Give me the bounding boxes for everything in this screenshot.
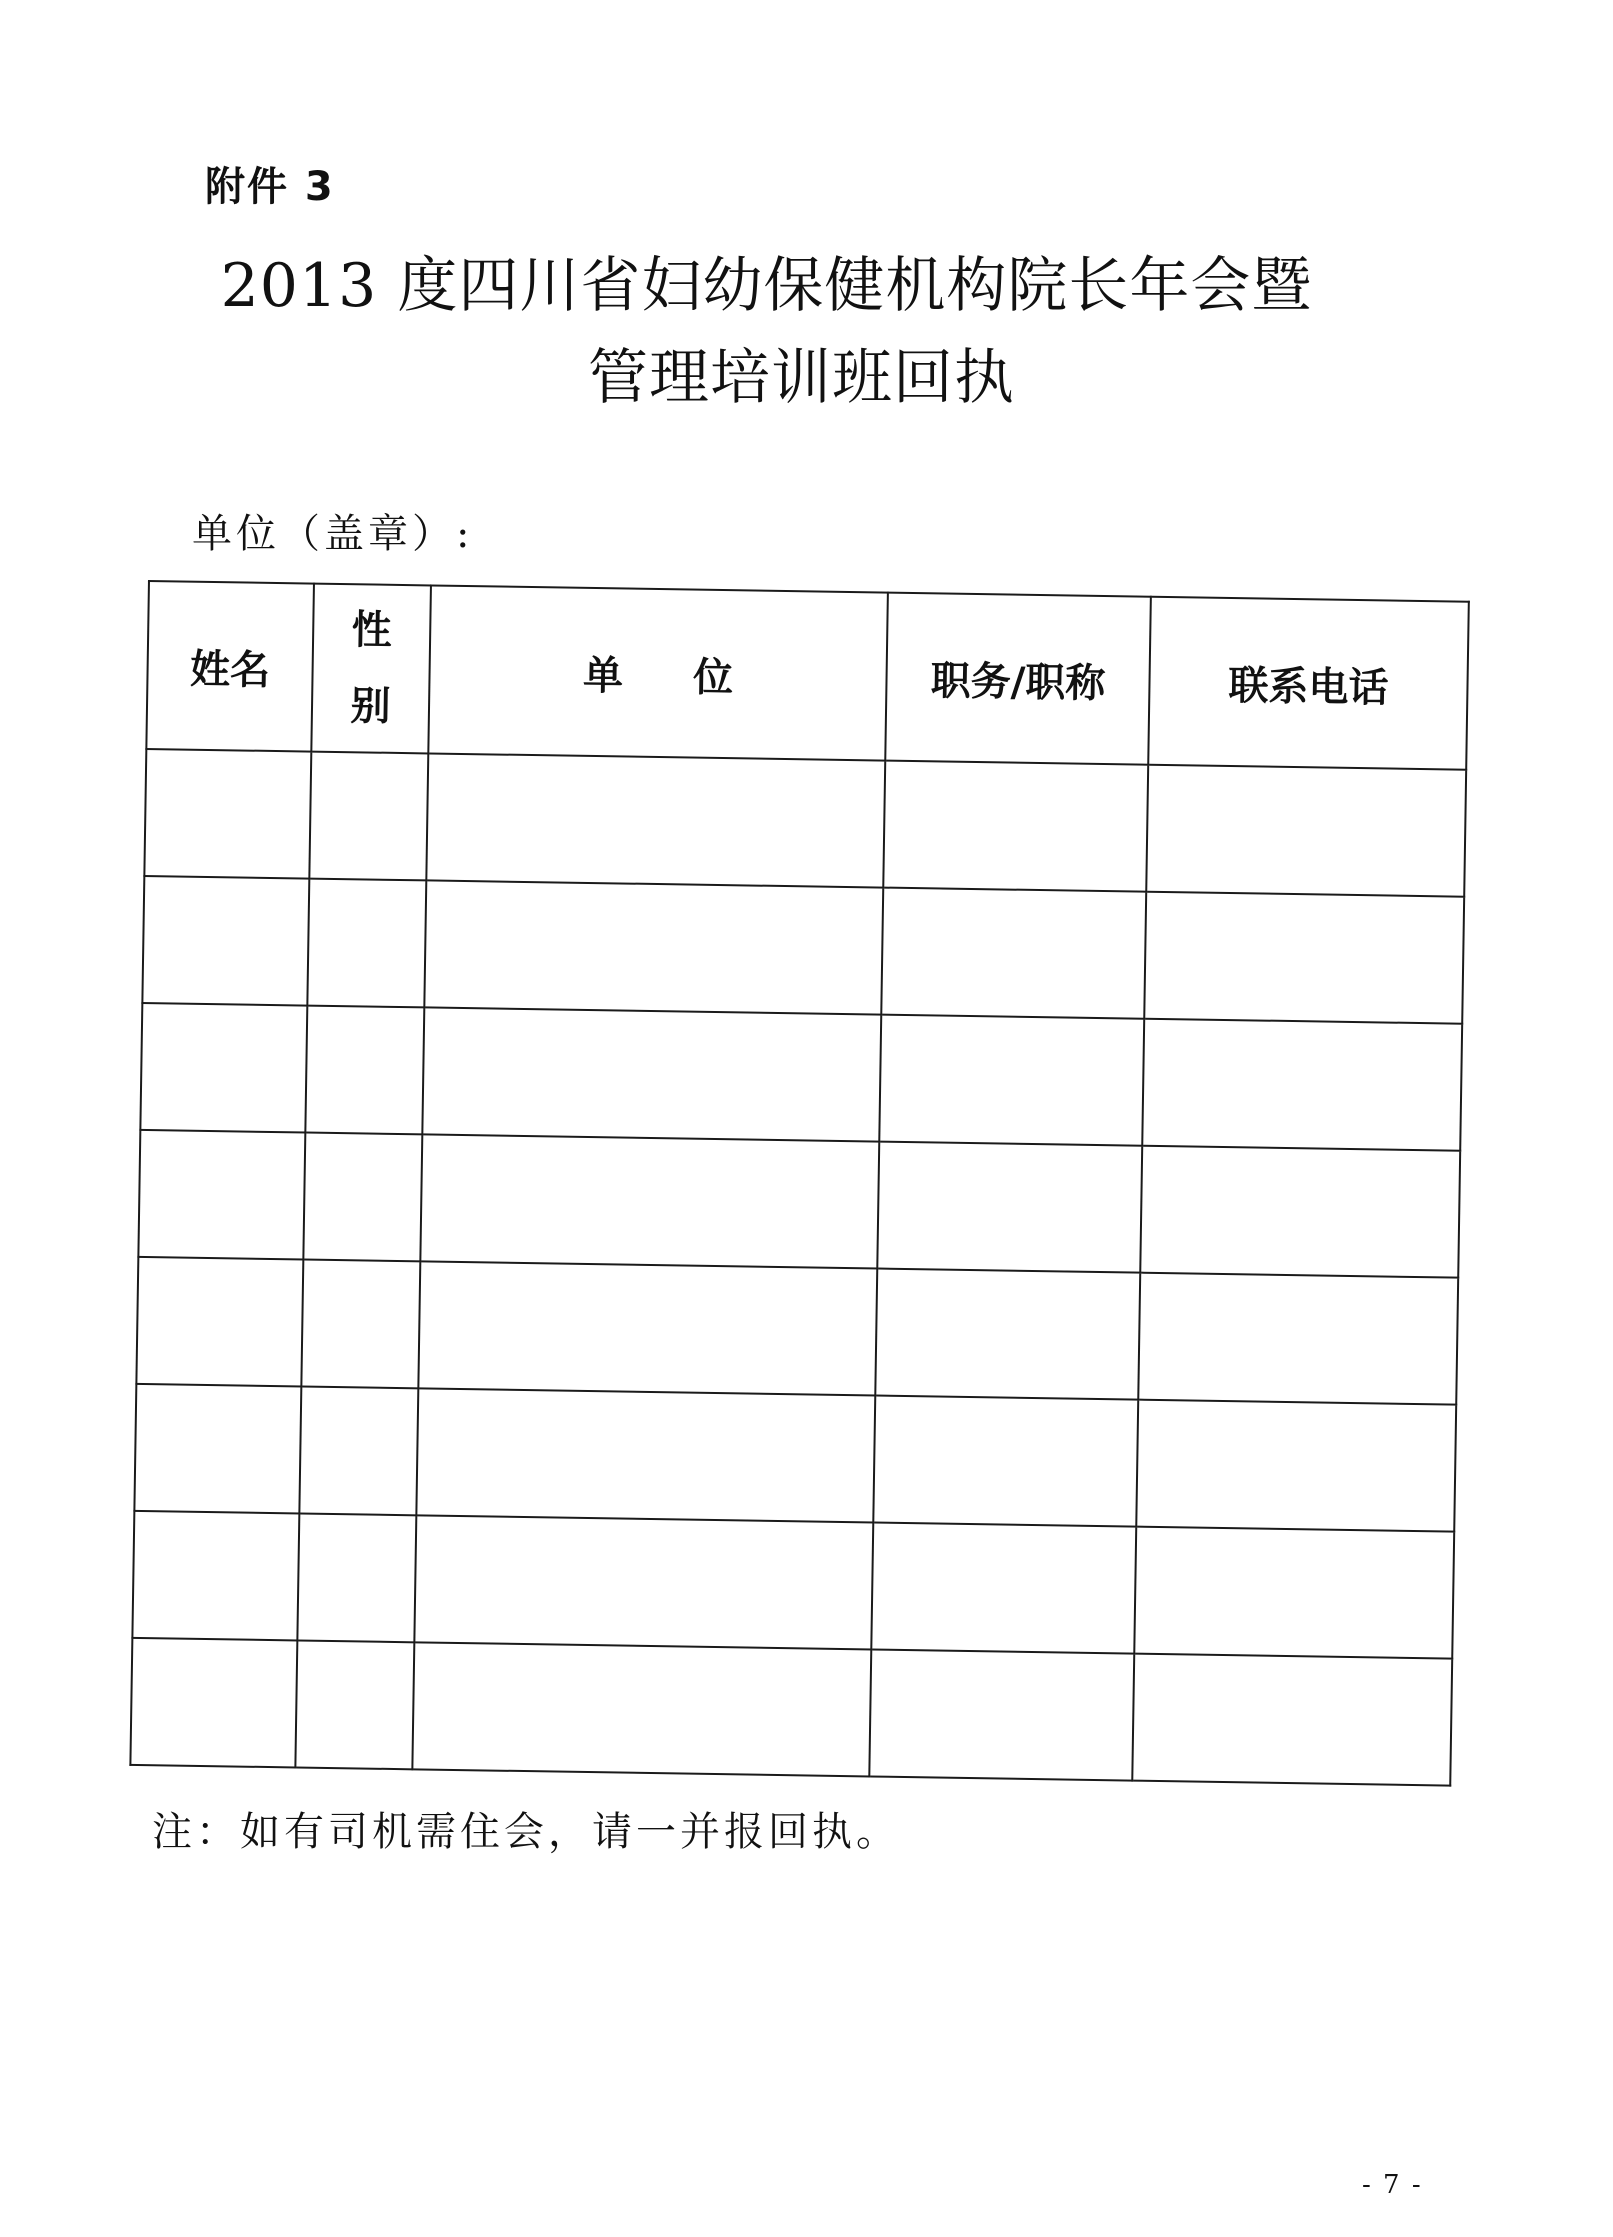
cell-name[interactable] [140, 1003, 307, 1133]
cell-name[interactable] [136, 1257, 303, 1387]
cell-position[interactable] [881, 888, 1146, 1019]
header-unit: 单位 [428, 585, 888, 760]
table-row [132, 1511, 1454, 1659]
cell-phone[interactable] [1146, 765, 1466, 897]
header-name: 姓名 [146, 581, 314, 752]
cell-name[interactable] [138, 1130, 305, 1260]
header-gender [311, 584, 431, 754]
header-gender-line-1: 性 [351, 607, 393, 654]
cell-unit[interactable] [416, 1388, 875, 1522]
cell-name[interactable] [142, 876, 309, 1006]
table-row [142, 876, 1464, 1024]
table-row [130, 1638, 1452, 1786]
cell-position[interactable] [873, 1396, 1138, 1527]
cell-unit[interactable] [418, 1261, 877, 1395]
table-row [144, 749, 1466, 897]
table-row [136, 1257, 1458, 1405]
cell-phone[interactable] [1142, 1019, 1462, 1151]
cell-position[interactable] [869, 1649, 1134, 1780]
table-row [138, 1130, 1460, 1278]
table-header-row [146, 581, 1468, 770]
cell-position[interactable] [871, 1523, 1136, 1654]
cell-unit[interactable] [426, 753, 885, 887]
cell-unit[interactable] [422, 1007, 881, 1141]
cell-phone[interactable] [1140, 1146, 1460, 1278]
cell-gender[interactable] [309, 752, 428, 881]
cell-gender[interactable] [295, 1640, 414, 1769]
cell-phone[interactable] [1134, 1527, 1454, 1659]
cell-phone[interactable] [1136, 1400, 1456, 1532]
cell-position[interactable] [883, 761, 1148, 892]
cell-unit[interactable] [414, 1515, 873, 1649]
header-gender-line-2: 别 [350, 683, 391, 730]
document-title-line-1: 2013 度四川省妇幼保健机构院长年会暨 [220, 251, 1313, 321]
cell-phone[interactable] [1144, 892, 1464, 1024]
attachment-label: 附件 3 [205, 164, 335, 210]
cell-gender[interactable] [301, 1260, 420, 1389]
header-position: 职务/职称 [885, 593, 1151, 765]
cell-unit[interactable] [424, 880, 883, 1014]
cell-gender[interactable] [303, 1133, 422, 1262]
cell-gender[interactable] [299, 1387, 418, 1516]
table-row [140, 1003, 1462, 1151]
cell-name[interactable] [132, 1511, 299, 1641]
document-title-line-2: 管理培训班回执 [588, 343, 1015, 413]
cell-position[interactable] [879, 1015, 1144, 1146]
cell-phone[interactable] [1138, 1273, 1458, 1405]
cell-position[interactable] [877, 1142, 1142, 1273]
cell-phone[interactable] [1132, 1654, 1452, 1786]
page-number: - 7 - [1362, 2170, 1423, 2200]
reply-form-table [129, 580, 1469, 1787]
table-row [134, 1384, 1456, 1532]
table-body [130, 749, 1466, 1786]
cell-position[interactable] [875, 1269, 1140, 1400]
cell-unit[interactable] [412, 1642, 871, 1776]
cell-name[interactable] [134, 1384, 301, 1514]
unit-seal-label: 单位（盖章）: [192, 511, 474, 557]
form-note: 注：如有司机需住会，请一并报回执。 [152, 1809, 900, 1855]
cell-gender[interactable] [297, 1513, 416, 1642]
cell-gender[interactable] [305, 1006, 424, 1135]
cell-name[interactable] [130, 1638, 297, 1768]
cell-unit[interactable] [420, 1134, 879, 1268]
cell-name[interactable] [144, 749, 311, 879]
cell-gender[interactable] [307, 879, 426, 1008]
header-phone: 联系电话 [1148, 597, 1469, 770]
